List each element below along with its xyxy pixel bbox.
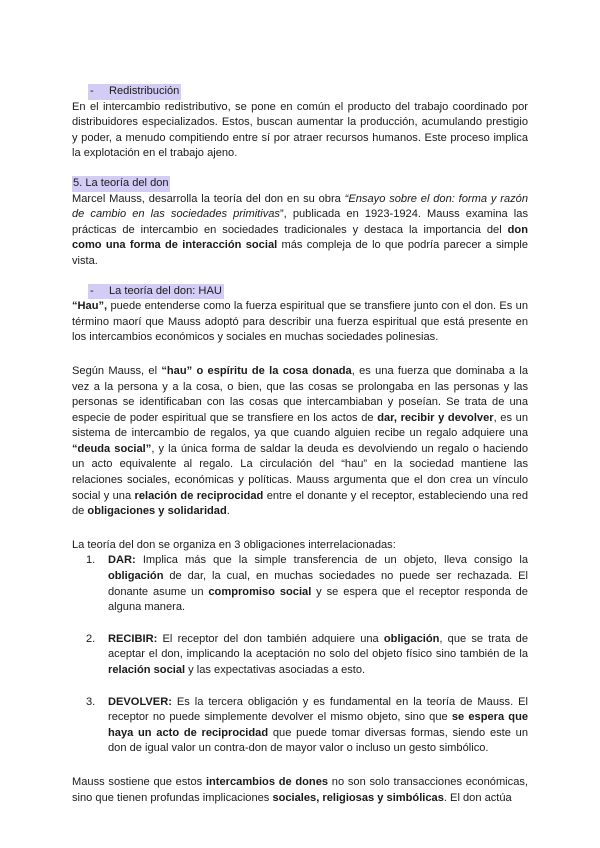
bullet-redistribucion: [88, 84, 528, 100]
paragraph-hau-mauss: [72, 364, 528, 520]
book-title-italic: “Ensayo sobre el don: forma y razón de cambio en las sociedades primitivas: [72, 192, 528, 221]
text-span: , y la única forma de saldar la deuda es devolviendo un regalo o haciendo un acto equivalente al regalo. La circulación del “hau” en la sociedad mantiene las relaciones sociales, económicas y políticas. Mauss argumenta que el don crea un vínculo social y una: [72, 442, 529, 502]
bullet-highlight: [88, 284, 224, 300]
bold-span: obligación: [108, 570, 164, 583]
bold-span: se espera que haya un acto de reciprocidad: [108, 711, 529, 739]
text-span: más compleja de lo que podría parecer a simple vista.: [72, 239, 528, 267]
list-item: [86, 695, 528, 757]
bold-span: sociales, religiosas y simbólicas: [272, 791, 444, 804]
text-span: Marcel Mauss, desarrolla la teoría del don en su obra: [72, 192, 345, 205]
list-item: [86, 553, 528, 615]
text-span: y se espera que el receptor responda de alguna manera.: [108, 585, 528, 614]
paragraph-teoria-don: [72, 192, 528, 270]
bold-span: DEVOLVER:: [108, 695, 172, 708]
list-item-body: [108, 553, 528, 615]
bold-span: “hau” o espíritu de la cosa donada: [161, 364, 352, 377]
bold-span: RECIBIR:: [108, 632, 158, 645]
bullet-dash: -: [90, 284, 94, 297]
paragraph-closing: [72, 775, 528, 806]
text-span: Implica más que la simple transferencia de un objeto, lleva consigo la: [135, 554, 528, 567]
text-span: Mauss sostiene que estos: [72, 775, 206, 788]
text-span: El receptor del don también adquiere una: [157, 632, 384, 645]
bold-span: obligación: [383, 632, 440, 645]
bold-span: “deuda social”: [72, 442, 152, 455]
text-span: . El don actúa: [443, 791, 512, 804]
paragraph-hau-definition: [72, 299, 528, 346]
text-span: , es una fuerza que dominaba a la vez a la persona y a la cosa, o bien, que las cosas se prolongaba en las personas y las personas se identificaban con las cosas que intercambiaban y poseían. Se trata de una especie de poder espiritual que se transfiere en los actos de: [72, 364, 528, 424]
text-span: Es la tercera obligación y es fundamental en la teoría de Mauss. El receptor no puede simplemente devolver el mismo objeto, sino que: [108, 695, 528, 724]
text-span: , que se trata de aceptar el don, implicando la aceptación no solo del objeto físico sino también de la: [108, 632, 528, 661]
list-item-body: [108, 632, 528, 679]
text-span: .: [226, 505, 230, 518]
list-item-body: [108, 695, 528, 757]
bold-span: obligaciones y solidaridad: [87, 505, 227, 518]
paragraph-redistribucion: En el intercambio redistributivo, se pone en común el producto del trabajo coordinado por distribuidores especializados. Estos, buscan aumentar la producción, acumulando prestigio y poder, a menudo compitiendo entre sí por atraer recursos humanos. Este proceso implica la explotación en el trabajo ajeno.: [72, 100, 528, 160]
text-span: de dar, la cual, en muchas sociedades no puede ser rechazada. El donante asume un: [108, 570, 528, 598]
text-span: puede entenderse como la fuerza espiritual que se transfiere junto con el don. Es un término maorí que Mauss adoptó para describir una fuerza espiritual que está presente en los intercambios económicos y sociales en muchas sociedades polinesias.: [72, 300, 528, 344]
list-number: 1.: [86, 554, 96, 567]
bold-span: intercambios de dones: [205, 775, 329, 788]
bold-span: compromiso social: [208, 585, 312, 598]
bullet-highlight: [88, 84, 181, 100]
bullet-title: Redistribución: [109, 85, 180, 97]
bold-span: relación social: [108, 664, 186, 676]
bullet-title: La teoría del don: HAU: [109, 284, 222, 297]
paragraph-obligaciones-intro: La teoría del don se organiza en 3 obligaciones interrelacionadas:: [72, 538, 396, 551]
text-span: ”, publicada en 1923-1924. Mauss examina las prácticas de intercambio en sociedades tradicionales y destaca la importancia del: [72, 208, 528, 236]
text-span: que puede tomar diversas formas, siendo este un don de igual valor un contra-don de mayor valor o incluso un gesto simbólico.: [108, 726, 529, 755]
bold-span: don como una forma de interacción social: [72, 223, 528, 252]
obligations-list: [72, 553, 528, 757]
text-span: no son solo transacciones económicas, sino que tienen profundas implicaciones: [72, 775, 528, 804]
text-span: , es un sistema de intercambio de regalos, ya que cuando alguien recibe un regalo adquiere una: [72, 411, 528, 440]
bullet-dash: -: [90, 85, 94, 97]
bold-span: dar, recibir y devolver: [377, 411, 494, 424]
list-number: 2.: [86, 632, 96, 645]
list-item: [86, 632, 528, 679]
text-span: entre el donante y el receptor, estableciendo una red de: [72, 489, 528, 518]
text-span: y las expectativas asociadas a esto.: [185, 664, 366, 676]
bold-span: DAR:: [108, 554, 136, 567]
bullet-hau: [88, 284, 528, 300]
bold-span: “Hau”,: [72, 300, 108, 313]
bold-span: relación de reciprocidad: [134, 489, 264, 502]
text-span: Según Mauss, el: [72, 364, 162, 377]
section-heading-teoria-don: 5. La teoría del don: [72, 176, 170, 192]
list-number: 3.: [86, 695, 96, 708]
